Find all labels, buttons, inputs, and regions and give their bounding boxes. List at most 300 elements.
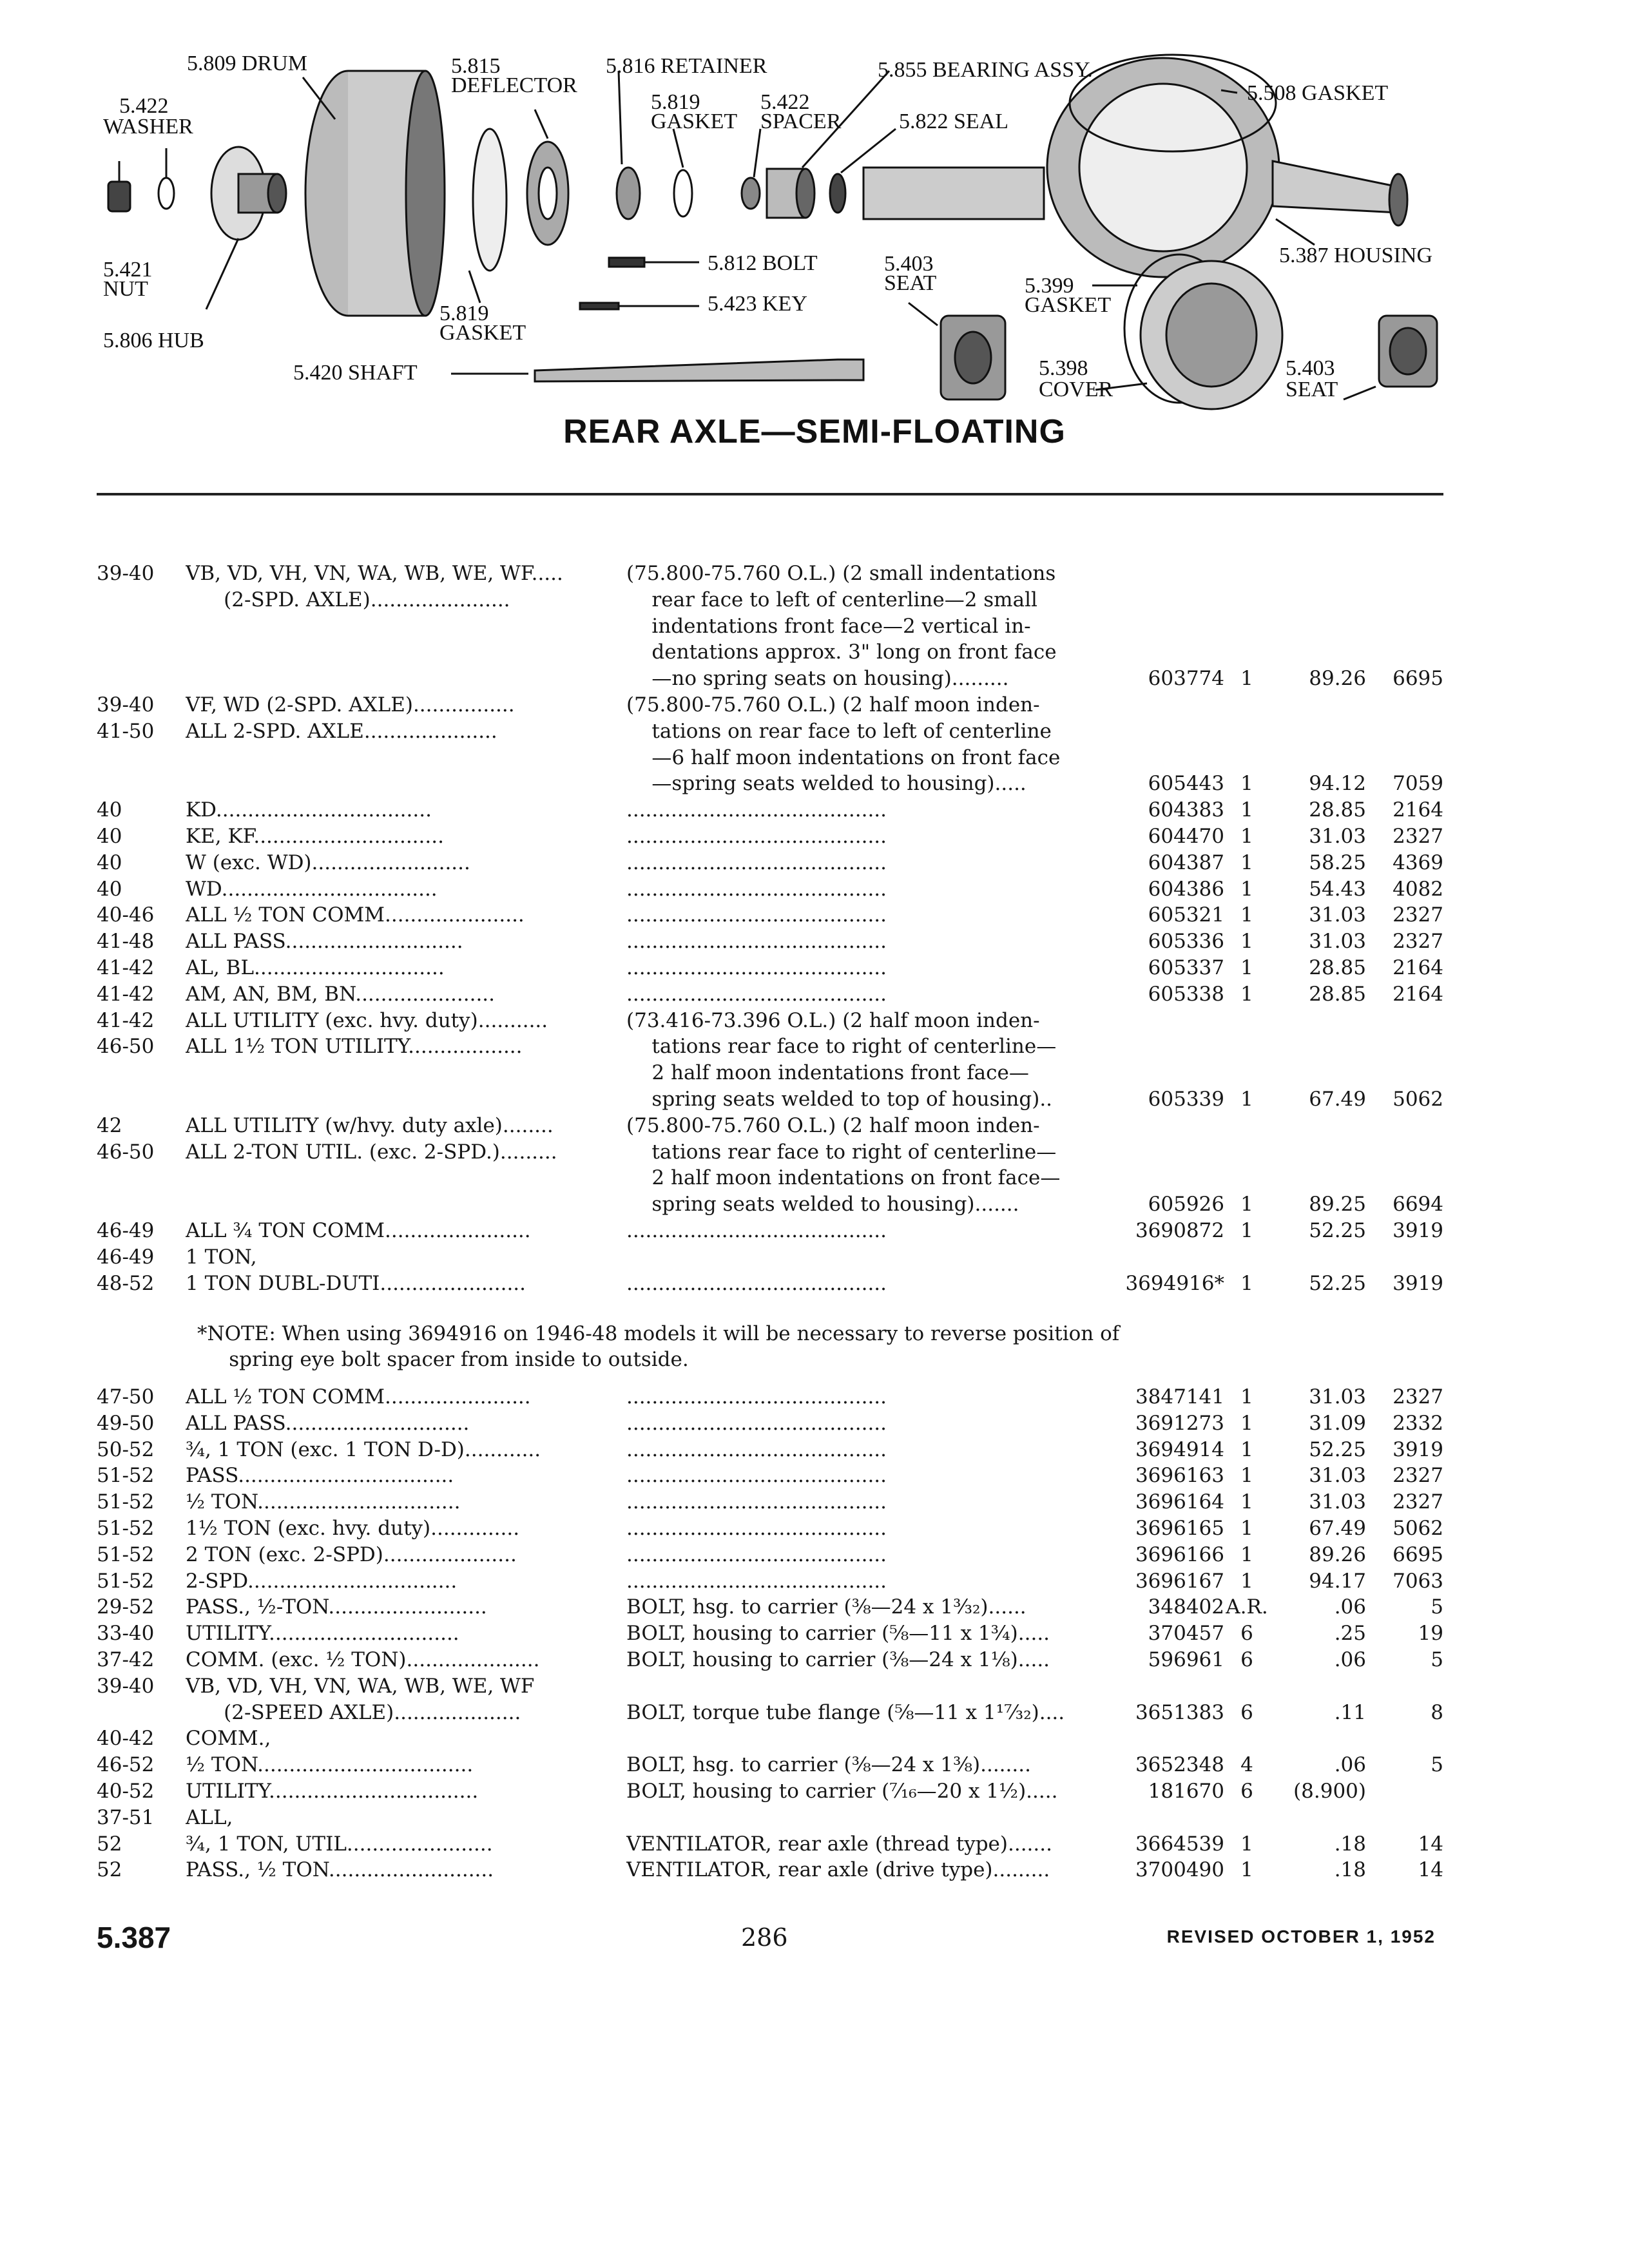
code: 2327: [1393, 825, 1443, 848]
label-deflector: DEFLECTOR: [451, 73, 577, 97]
model: ALL ½ TON COMM......................: [186, 903, 525, 927]
year-range: 29-52: [97, 1595, 155, 1619]
revision-date: REVISED OCTOBER 1, 1952: [1166, 1927, 1436, 1946]
model: ALL,: [186, 1805, 233, 1829]
page-number: 286: [741, 1923, 788, 1952]
table-row: [0, 1752, 1629, 1778]
year-range: 47-50: [97, 1385, 155, 1408]
description: —6 half moon indentations on front face: [626, 745, 1061, 769]
description: VENTILATOR, rear axle (thread type).......: [626, 1832, 1052, 1856]
year-range: 46-49: [97, 1245, 155, 1269]
part-number: 604470: [1148, 825, 1224, 848]
part-number: 370457: [1148, 1622, 1224, 1646]
year-range: 46-50: [97, 1140, 155, 1164]
code: 5: [1431, 1595, 1443, 1619]
year-range: 51-52: [97, 1517, 155, 1540]
year-range: 40-52: [97, 1780, 155, 1803]
year-range: 46-49: [97, 1219, 155, 1242]
table-row: [0, 1620, 1629, 1646]
description: indentations front face—2 vertical in-: [626, 614, 1031, 638]
code: 6694: [1393, 1193, 1443, 1216]
description: .........................................: [626, 982, 887, 1006]
part-number: 605321: [1148, 903, 1224, 927]
part-number: 3700490: [1135, 1858, 1224, 1882]
model: ½ TON................................: [186, 1490, 461, 1514]
year-range: 51-52: [97, 1490, 155, 1514]
model: VF, WD (2-SPD. AXLE)................: [186, 693, 515, 716]
year-range: 52: [97, 1858, 122, 1882]
model: AL, BL..............................: [186, 956, 445, 979]
table-row: [0, 666, 1629, 691]
part-number: 603774: [1148, 667, 1224, 691]
description: .........................................: [626, 1411, 887, 1435]
model: ALL 1½ TON UTILITY..................: [186, 1035, 523, 1059]
quantity: 1: [1240, 1385, 1253, 1408]
part-number: 604386: [1148, 877, 1224, 901]
model: 1 TON DUBL-DUTI.......................: [186, 1271, 526, 1295]
page-title: REAR AXLE—SEMI-FLOATING: [563, 413, 1066, 450]
table-row: [0, 797, 1629, 823]
quantity: 1: [1240, 825, 1253, 848]
description: tations on rear face to left of centerline: [626, 719, 1052, 743]
price: .06: [1334, 1648, 1366, 1671]
model: COMM.,: [186, 1727, 271, 1751]
table-row: [0, 1060, 1629, 1086]
year-range: 39-40: [97, 693, 155, 716]
code: 8: [1431, 1700, 1443, 1724]
description: .........................................: [626, 1437, 887, 1461]
description: .........................................: [626, 877, 887, 901]
label-gasket1-num: 5.819: [651, 90, 700, 114]
description: .........................................: [626, 850, 887, 874]
price: 31.03: [1309, 825, 1366, 848]
model: ALL ¾ TON COMM.......................: [186, 1219, 531, 1242]
year-range: 41-48: [97, 930, 155, 954]
quantity: 1: [1240, 1832, 1253, 1856]
model: VB, VD, VH, VN, WA, WB, WE, WF.....: [186, 562, 563, 585]
quantity: A.R.: [1226, 1595, 1268, 1619]
label-spacer-num: 5.422: [760, 90, 810, 114]
code: 2164: [1393, 956, 1443, 979]
description: .........................................: [626, 1271, 887, 1295]
code: 2164: [1393, 798, 1443, 822]
year-range: 40-42: [97, 1727, 155, 1751]
part-number: 3651383: [1135, 1700, 1224, 1724]
label-seal: 5.822 SEAL: [899, 110, 1008, 133]
model: ¾, 1 TON, UTIL.......................: [186, 1832, 493, 1856]
part-number: 605338: [1148, 982, 1224, 1006]
code: 5: [1431, 1753, 1443, 1777]
year-range: 51-52: [97, 1542, 155, 1566]
model: ½ TON..................................: [186, 1753, 474, 1777]
table-row: [0, 1568, 1629, 1594]
year-range: 40: [97, 798, 122, 822]
table-row: [0, 1542, 1629, 1568]
description: .........................................: [626, 1517, 887, 1540]
label-gasket-399: GASKET: [1025, 293, 1112, 317]
part-number: 605339: [1148, 1088, 1224, 1111]
price: 58.25: [1309, 850, 1366, 874]
description: .........................................: [626, 1219, 887, 1242]
model: PASS..................................: [186, 1464, 454, 1488]
part-number: 3696166: [1135, 1542, 1224, 1566]
price: 31.03: [1309, 1490, 1366, 1514]
part-number: 604383: [1148, 798, 1224, 822]
table-row: [0, 1673, 1629, 1699]
model: KE, KF..............................: [186, 825, 444, 848]
table-row: [0, 692, 1629, 718]
price: 28.85: [1309, 956, 1366, 979]
description: (73.416-73.396 O.L.) (2 half moon inden-: [626, 1008, 1040, 1032]
table-row: [0, 823, 1629, 849]
description: tations rear face to right of centerline—: [626, 1140, 1057, 1164]
year-range: 40: [97, 877, 122, 901]
model: ALL UTILITY (exc. hvy. duty)...........: [186, 1008, 548, 1032]
table-row: [0, 1165, 1629, 1191]
table-row: [0, 928, 1629, 954]
table-row: [0, 1033, 1629, 1059]
table-row: [0, 902, 1629, 928]
table-row: [0, 1857, 1629, 1883]
table-row: [0, 1725, 1629, 1751]
price: 52.25: [1309, 1437, 1366, 1461]
label-hub: 5.806 HUB: [103, 329, 204, 352]
year-range: 40: [97, 825, 122, 848]
model: UTILITY.................................: [186, 1780, 479, 1803]
table-row: [0, 1831, 1629, 1857]
price: .11: [1334, 1700, 1366, 1724]
quantity: 6: [1240, 1622, 1253, 1646]
label-gasket-399-num: 5.399: [1025, 274, 1074, 298]
model: COMM. (exc. ½ TON).....................: [186, 1648, 540, 1671]
quantity: 1: [1240, 982, 1253, 1006]
table-row: [0, 1647, 1629, 1673]
quantity: 1: [1240, 1569, 1253, 1593]
label-gasket-508: 5.508 GASKET: [1247, 81, 1389, 105]
price: 94.12: [1309, 772, 1366, 796]
description: rear face to left of centerline—2 small: [626, 588, 1037, 611]
year-range: 52: [97, 1832, 122, 1856]
code: 2327: [1393, 1464, 1443, 1488]
table-row: [0, 639, 1629, 665]
model: (2-SPD. AXLE)......................: [186, 588, 510, 611]
description: .........................................: [626, 956, 887, 979]
code: 5: [1431, 1648, 1443, 1671]
quantity: 1: [1240, 1517, 1253, 1540]
price: 28.85: [1309, 982, 1366, 1006]
table-row: [0, 1191, 1629, 1217]
label-seat2-num: 5.403: [1286, 356, 1335, 380]
part-number: 604387: [1148, 850, 1224, 874]
year-range: 41-42: [97, 982, 155, 1006]
quantity: 6: [1240, 1700, 1253, 1724]
model: UTILITY..............................: [186, 1622, 459, 1646]
table-row: [0, 1384, 1629, 1410]
code: 19: [1418, 1622, 1443, 1646]
code: 4369: [1393, 850, 1443, 874]
table-row: [0, 771, 1629, 796]
description: tations rear face to right of centerline—: [626, 1035, 1057, 1059]
table-row: [0, 1139, 1629, 1165]
description: BOLT, housing to carrier (⁷⁄₁₆—20 x 1½).....: [626, 1780, 1058, 1803]
label-nut: NUT: [103, 277, 148, 301]
table-row: [0, 1244, 1629, 1270]
label-deflector-num: 5.815: [451, 54, 501, 78]
price: 31.03: [1309, 1385, 1366, 1408]
part-number: 348402: [1148, 1595, 1224, 1619]
code: 6695: [1393, 1542, 1443, 1566]
model: 1½ TON (exc. hvy. duty)..............: [186, 1517, 520, 1540]
description: spring seats welded to housing).......: [626, 1193, 1019, 1216]
quantity: 1: [1240, 1437, 1253, 1461]
label-gasket1: GASKET: [651, 110, 738, 133]
part-number: 181670: [1148, 1780, 1224, 1803]
part-number: 3690872: [1135, 1219, 1224, 1242]
label-washer: WASHER: [103, 115, 193, 139]
model: 2-SPD.................................: [186, 1569, 458, 1593]
description: 2 half moon indentations on front face—: [626, 1166, 1061, 1190]
quantity: 1: [1240, 772, 1253, 796]
description: (75.800-75.760 O.L.) (2 half moon inden-: [626, 693, 1040, 716]
table-row: [0, 745, 1629, 771]
quantity: 6: [1240, 1648, 1253, 1671]
code: 5062: [1393, 1088, 1443, 1111]
price: 31.03: [1309, 903, 1366, 927]
description: .........................................: [626, 798, 887, 822]
model: VB, VD, VH, VN, WA, WB, WE, WF: [186, 1674, 535, 1698]
model: AM, AN, BM, BN......................: [186, 982, 496, 1006]
part-number: 3696163: [1135, 1464, 1224, 1488]
description: .........................................: [626, 825, 887, 848]
part-number: 605926: [1148, 1193, 1224, 1216]
description: .........................................: [626, 1385, 887, 1408]
label-cover: COVER: [1039, 378, 1113, 401]
description: BOLT, housing to carrier (⅜—24 x 1⅛).....: [626, 1648, 1050, 1671]
quantity: 1: [1240, 850, 1253, 874]
quantity: 1: [1240, 956, 1253, 979]
quantity: 1: [1240, 1271, 1253, 1295]
year-range: 51-52: [97, 1569, 155, 1593]
part-number: 3691273: [1135, 1411, 1224, 1435]
label-shaft: 5.420 SHAFT: [293, 361, 418, 385]
model: WD..................................: [186, 877, 438, 901]
quantity: 1: [1240, 798, 1253, 822]
note-line-2: spring eye bolt spacer from inside to outside.: [197, 1348, 689, 1371]
model: ALL PASS.............................: [186, 1411, 470, 1435]
description: .........................................: [626, 1542, 887, 1566]
price: 28.85: [1309, 798, 1366, 822]
price: 89.26: [1309, 667, 1366, 691]
description: (75.800-75.760 O.L.) (2 half moon inden-: [626, 1113, 1040, 1137]
quantity: 1: [1240, 667, 1253, 691]
label-seat2: SEAT: [1286, 378, 1338, 401]
label-housing: 5.387 HOUSING: [1279, 244, 1432, 267]
year-range: 51-52: [97, 1464, 155, 1488]
year-range: 37-51: [97, 1805, 155, 1829]
model: ALL 2-SPD. AXLE.....................: [186, 719, 497, 743]
code: 4082: [1393, 877, 1443, 901]
code: 5062: [1393, 1517, 1443, 1540]
code: 2332: [1393, 1411, 1443, 1435]
description: —no spring seats on housing).........: [626, 667, 1009, 691]
part-number: 3694916*: [1125, 1271, 1224, 1295]
table-row: [0, 850, 1629, 876]
code: 6695: [1393, 667, 1443, 691]
quantity: 1: [1240, 1193, 1253, 1216]
price: 54.43: [1309, 877, 1366, 901]
label-washer-num: 5.422: [119, 94, 169, 118]
year-range: 46-50: [97, 1035, 155, 1059]
code: 7063: [1393, 1569, 1443, 1593]
part-number: 3652348: [1135, 1753, 1224, 1777]
table-row: [0, 1410, 1629, 1436]
price: 52.25: [1309, 1219, 1366, 1242]
code: 2327: [1393, 1385, 1443, 1408]
table-row: [0, 1463, 1629, 1488]
price: 31.09: [1309, 1411, 1366, 1435]
table-row: [0, 1805, 1629, 1831]
quantity: 1: [1240, 1464, 1253, 1488]
part-number: 605443: [1148, 772, 1224, 796]
model: 2 TON (exc. 2-SPD).....................: [186, 1542, 517, 1566]
model: W (exc. WD).........................: [186, 850, 470, 874]
model: 1 TON,: [186, 1245, 257, 1269]
code: 3919: [1393, 1271, 1443, 1295]
year-range: 48-52: [97, 1271, 155, 1295]
price: 94.17: [1309, 1569, 1366, 1593]
year-range: 37-42: [97, 1648, 155, 1671]
label-bolt: 5.812 BOLT: [708, 251, 818, 275]
price: .06: [1334, 1595, 1366, 1619]
model: ¾, 1 TON (exc. 1 TON D-D)............: [186, 1437, 541, 1461]
quantity: 1: [1240, 1542, 1253, 1566]
table-row: [0, 1700, 1629, 1725]
description: .........................................: [626, 1569, 887, 1593]
code: 2327: [1393, 1490, 1443, 1514]
code: 2327: [1393, 930, 1443, 954]
description: VENTILATOR, rear axle (drive type).........: [626, 1858, 1050, 1882]
table-row: [0, 561, 1629, 586]
description: .........................................: [626, 903, 887, 927]
label-seat1: SEAT: [884, 271, 937, 295]
part-number: 3696167: [1135, 1569, 1224, 1593]
model: KD..................................: [186, 798, 432, 822]
code: 7059: [1393, 772, 1443, 796]
table-row: [0, 1008, 1629, 1033]
label-nut-num: 5.421: [103, 258, 153, 282]
code: 14: [1418, 1858, 1443, 1882]
price: 31.03: [1309, 1464, 1366, 1488]
label-seat1-num: 5.403: [884, 252, 934, 276]
part-number: 3847141: [1135, 1385, 1224, 1408]
table-row: [0, 876, 1629, 902]
quantity: 1: [1240, 1219, 1253, 1242]
code: 2327: [1393, 903, 1443, 927]
table-row: [0, 955, 1629, 981]
year-range: 49-50: [97, 1411, 155, 1435]
label-bearing: 5.855 BEARING ASSY.: [878, 58, 1093, 82]
description: BOLT, hsg. to carrier (⅜—24 x 1³⁄₃₂)......: [626, 1595, 1027, 1619]
code: 14: [1418, 1832, 1443, 1856]
code: 2164: [1393, 982, 1443, 1006]
year-range: 41-42: [97, 1008, 155, 1032]
description: (75.800-75.760 O.L.) (2 small indentations: [626, 562, 1056, 585]
description: —spring seats welded to housing).....: [626, 772, 1027, 796]
part-number: 3694914: [1135, 1437, 1224, 1461]
label-key: 5.423 KEY: [708, 292, 807, 316]
year-range: 40-46: [97, 903, 155, 927]
label-drum: 5.809 DRUM: [187, 52, 308, 75]
quantity: 1: [1240, 877, 1253, 901]
label-spacer: SPACER: [760, 110, 842, 133]
quantity: 1: [1240, 930, 1253, 954]
year-range: 41-50: [97, 719, 155, 743]
price: .25: [1334, 1622, 1366, 1646]
model: ALL PASS............................: [186, 930, 463, 954]
year-range: 39-40: [97, 562, 155, 585]
part-number: 596961: [1148, 1648, 1224, 1671]
table-row: [0, 1086, 1629, 1112]
note-line-1: *NOTE: When using 3694916 on 1946-48 models it will be necessary to reverse position of: [197, 1322, 1120, 1345]
description: spring seats welded to top of housing)..: [626, 1088, 1053, 1111]
price: 89.25: [1309, 1193, 1366, 1216]
table-row: [0, 1218, 1629, 1244]
model: ALL UTILITY (w/hvy. duty axle)........: [186, 1113, 554, 1137]
description: .........................................: [626, 930, 887, 954]
price: 31.03: [1309, 930, 1366, 954]
table-row: [0, 981, 1629, 1007]
quantity: 1: [1240, 903, 1253, 927]
quantity: 1: [1240, 1490, 1253, 1514]
price: 67.49: [1309, 1517, 1366, 1540]
price: 52.25: [1309, 1271, 1366, 1295]
table-row: [0, 1594, 1629, 1620]
description: BOLT, hsg. to carrier (⅜—24 x 1⅜)........: [626, 1753, 1031, 1777]
description: .........................................: [626, 1464, 887, 1488]
table-row: [0, 718, 1629, 744]
description: BOLT, torque tube flange (⅝—11 x 1¹⁷⁄₃₂)....: [626, 1700, 1065, 1724]
part-number: 605336: [1148, 930, 1224, 954]
model: ALL 2-TON UTIL. (exc. 2-SPD.).........: [186, 1140, 557, 1164]
quantity: 1: [1240, 1088, 1253, 1111]
label-gasket2-num: 5.819: [439, 302, 489, 325]
part-number: 3696164: [1135, 1490, 1224, 1514]
year-range: 40: [97, 850, 122, 874]
description: .........................................: [626, 1490, 887, 1514]
table-row: [0, 587, 1629, 613]
part-number: 3696165: [1135, 1517, 1224, 1540]
quantity: 4: [1240, 1753, 1253, 1777]
table-row: [0, 613, 1629, 639]
label-gasket2: GASKET: [439, 321, 526, 345]
table-row: [0, 1515, 1629, 1541]
year-range: 41-42: [97, 956, 155, 979]
table-row: [0, 1437, 1629, 1463]
model: ALL ½ TON COMM.......................: [186, 1385, 531, 1408]
year-range: 42: [97, 1113, 122, 1137]
group-number: 5.387: [97, 1921, 171, 1954]
table-row: [0, 1489, 1629, 1515]
table-row: [0, 1271, 1629, 1296]
price: .18: [1334, 1832, 1366, 1856]
quantity: 1: [1240, 1858, 1253, 1882]
price: .18: [1334, 1858, 1366, 1882]
price: 89.26: [1309, 1542, 1366, 1566]
table-row: [0, 1778, 1629, 1804]
year-range: 39-40: [97, 1674, 155, 1698]
price: .06: [1334, 1753, 1366, 1777]
part-number: 3664539: [1135, 1832, 1224, 1856]
